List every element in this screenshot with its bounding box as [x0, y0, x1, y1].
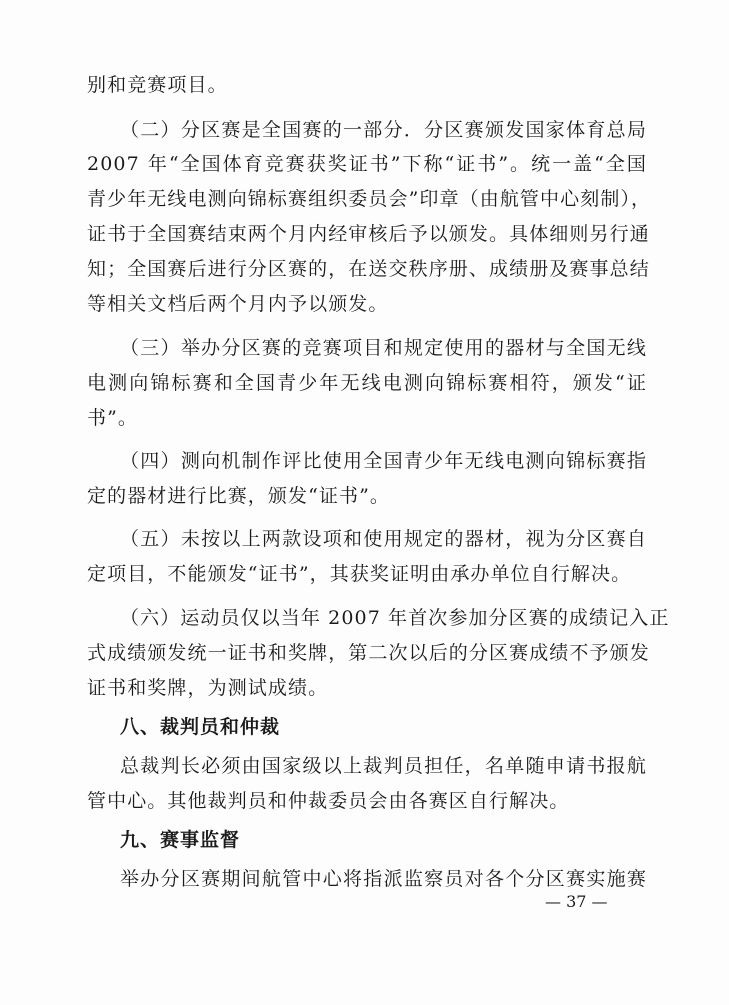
text-line: （四）测向机制作评比使用全国青少年无线电测向锦标赛指 — [120, 450, 647, 472]
text-line: 定项目，不能颁发“证书”，其获奖证明由承办单位自行解决。 — [87, 563, 632, 585]
text-line: 举办分区赛期间航管中心将指派监察员对各个分区赛实施赛 — [120, 868, 647, 890]
text-line: 等相关文档后两个月内予以颁发。 — [87, 293, 389, 315]
section-heading: 八、裁判员和仲裁 — [120, 716, 281, 738]
text-line: 定的器材进行比赛，颁发“证书”。 — [87, 485, 391, 507]
text-line: 知；全国赛后进行分区赛的，在送交秩序册、成绩册及赛事总结 — [87, 258, 650, 280]
text-line: 证书于全国赛结束两个月内经审核后予以颁发。具体细则另行通 — [87, 223, 650, 245]
text-line: 青少年无线电测向锦标赛组织委员会”印章（由航管中心刻制）， — [87, 188, 652, 210]
text-line: 证书和奖牌，为测试成绩。 — [87, 677, 329, 699]
text-line: 总裁判长必须由国家级以上裁判员担任，名单随申请书报航 — [120, 755, 647, 777]
text-line: （五）未按以上两款设项和使用规定的器材，视为分区赛自 — [120, 528, 647, 550]
text-line: 式成绩颁发统一证书和奖牌，第二次以后的分区赛成绩不予颁发 — [87, 642, 650, 664]
text-line: （三）举办分区赛的竞赛项目和规定使用的器材与全国无线 — [120, 337, 647, 359]
text-line: （二）分区赛是全国赛的一部分．分区赛颁发国家体育总局 — [120, 119, 647, 141]
text-line: 电测向锦标赛和全国青少年无线电测向锦标赛相符，颁发“证 — [87, 372, 647, 394]
text-line: 管中心。其他裁判员和仲裁委员会由各赛区自行解决。 — [87, 790, 570, 812]
page-number: — 37 — — [545, 892, 608, 911]
text-line: （六）运动员仅以当年 2007 年首次参加分区赛的成绩记入正 — [120, 607, 670, 629]
text-line: 书”。 — [87, 407, 139, 429]
text-line: 别和竞赛项目。 — [87, 74, 228, 96]
section-heading: 九、赛事监督 — [120, 829, 241, 851]
text-line: 2007 年“全国体育竞赛获奖证书”下称“证书”。统一盖“全国 — [87, 153, 647, 175]
